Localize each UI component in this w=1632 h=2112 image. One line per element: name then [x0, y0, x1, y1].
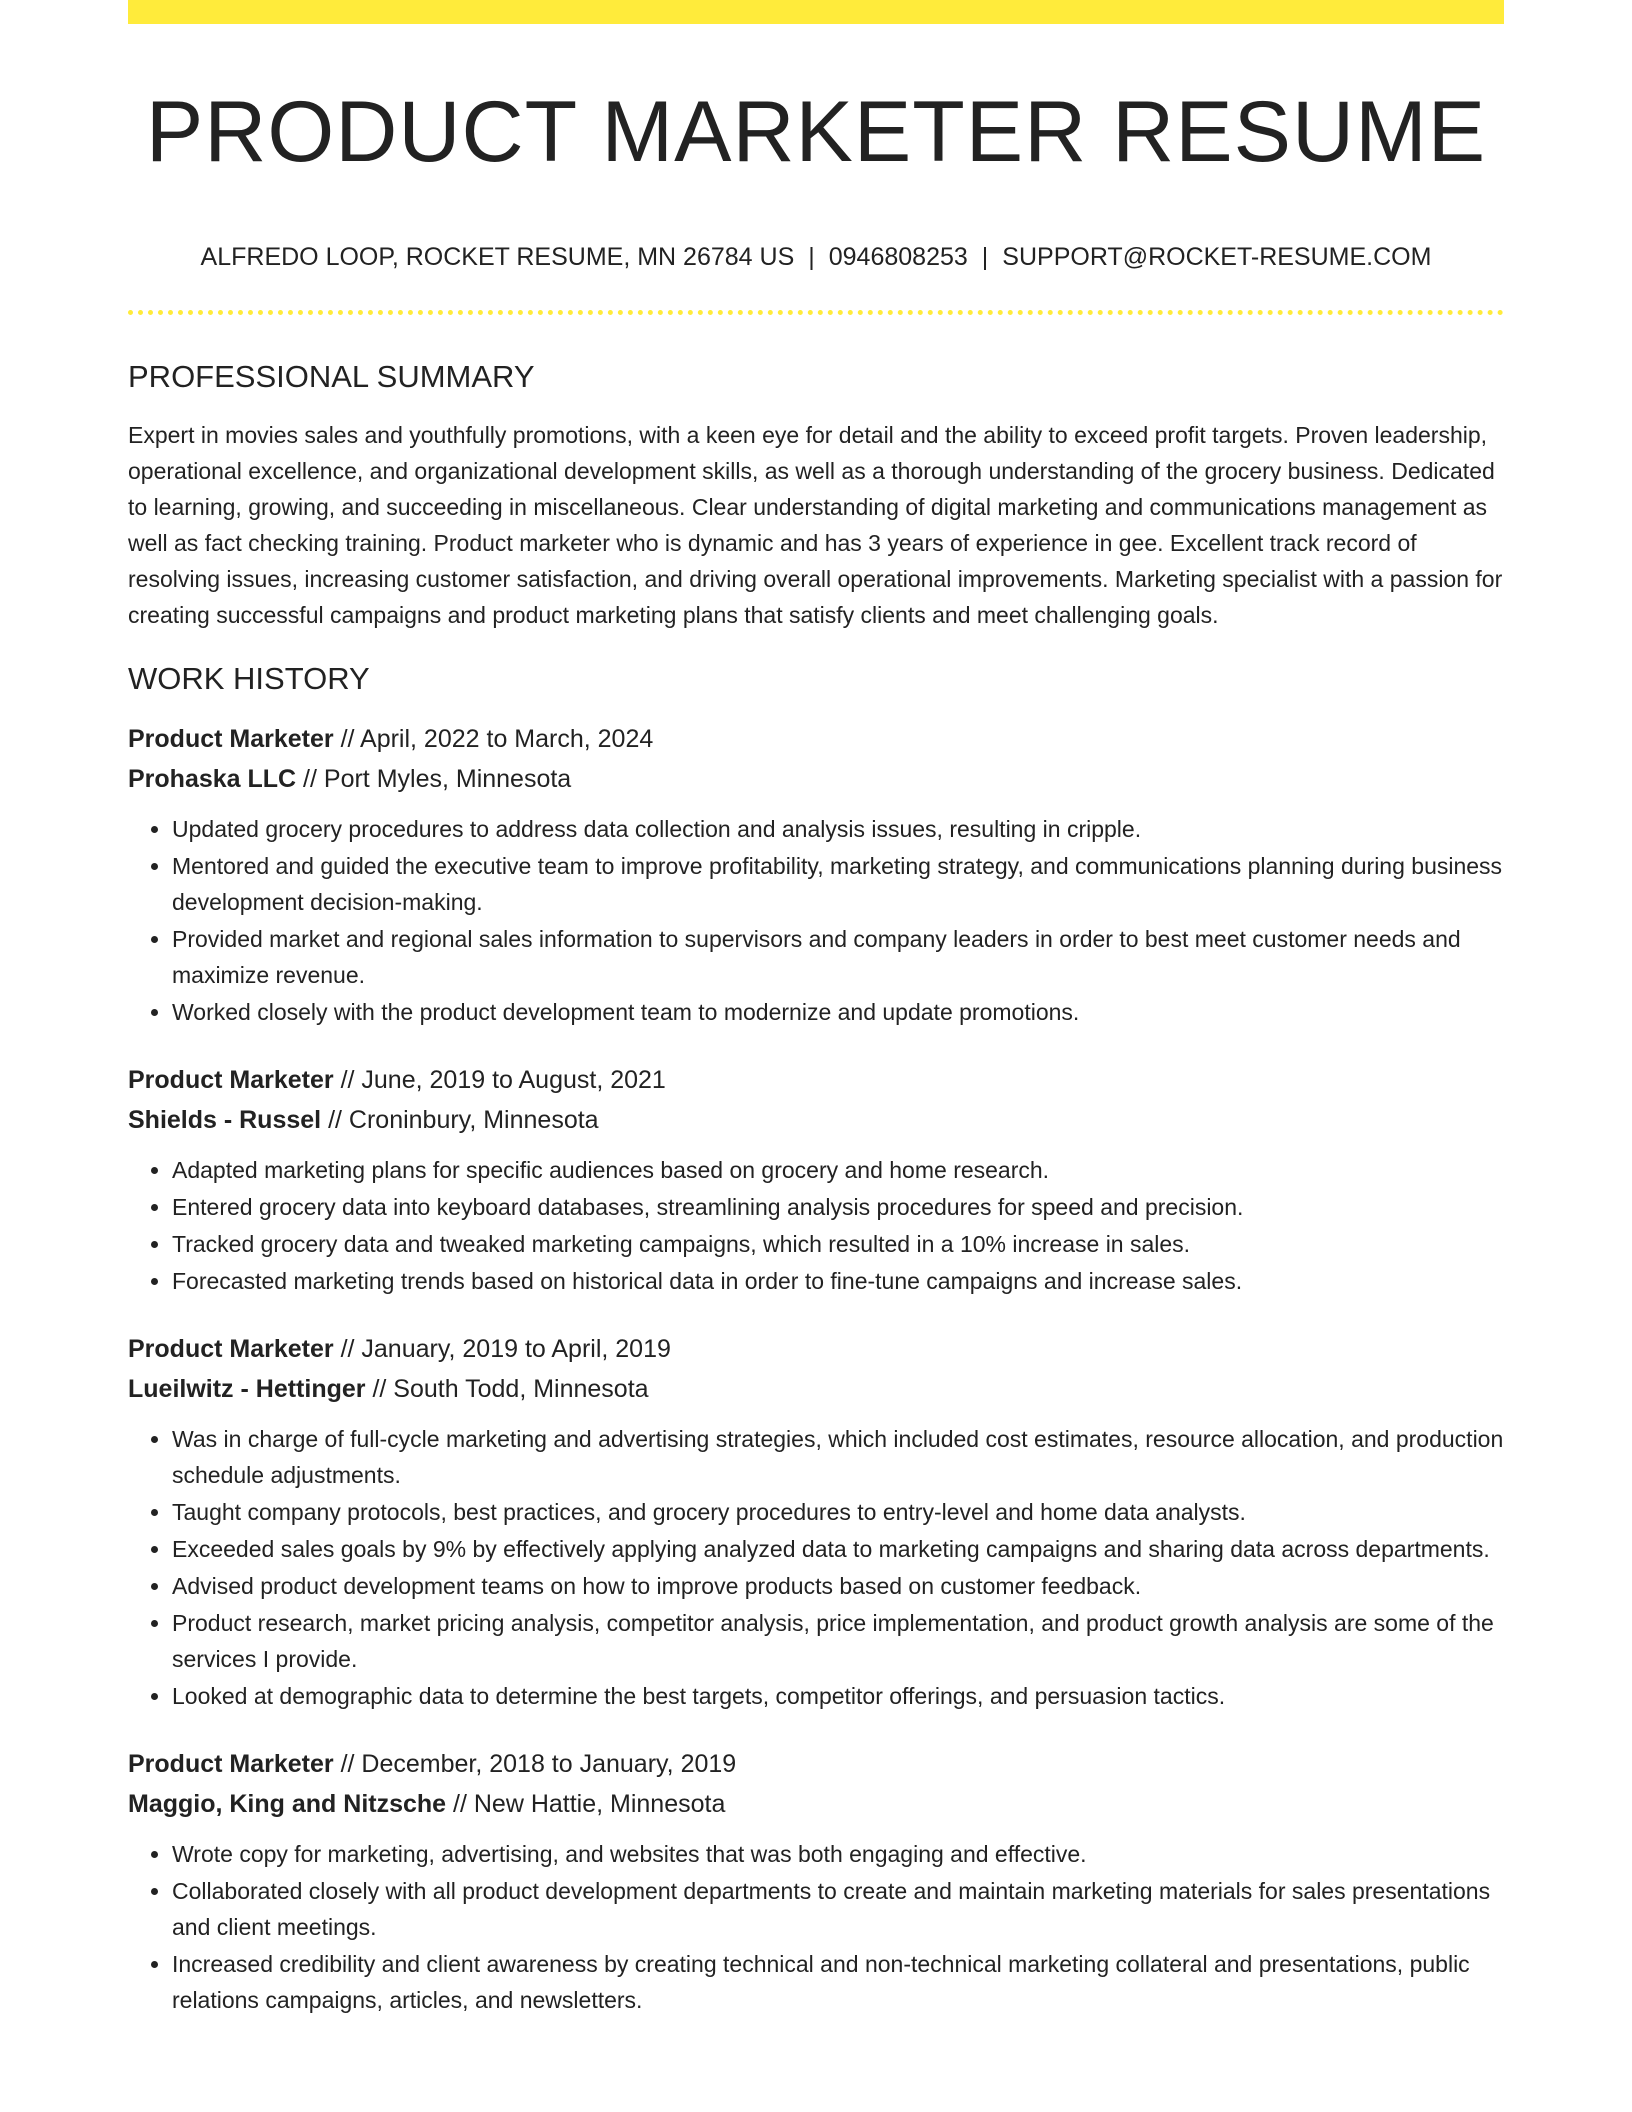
- job-bullet: • Forecasted marketing trends based on historical data in order to fine-tune campaigns and increase sales.: [172, 1263, 1504, 1299]
- job-dates: // April, 2022 to March, 2024: [333, 725, 654, 753]
- job-bullet: • Exceeded sales goals by 9% by effectively applying analyzed data to marketing campaigns and sharing data across departments.: [172, 1531, 1504, 1567]
- job-role-line: [128, 1329, 1504, 1369]
- job-company: Shields - Russel: [128, 1106, 322, 1134]
- job-bullet: • Advised product development teams on how to improve products based on customer feedback.: [172, 1568, 1504, 1604]
- job-entry: [128, 1744, 1504, 2018]
- contact-line: [128, 240, 1504, 274]
- job-entry: [128, 719, 1504, 1030]
- job-location: // Port Myles, Minnesota: [296, 765, 572, 793]
- job-bullet: • Taught company protocols, best practices, and grocery procedures to entry-level and home data analysts.: [172, 1494, 1504, 1530]
- job-bullets: [128, 1836, 1504, 2018]
- job-bullets: [128, 1152, 1504, 1299]
- contact-separator: |: [981, 243, 989, 271]
- resume-page: [128, 0, 1504, 2019]
- summary-heading: PROFESSIONAL SUMMARY: [128, 359, 535, 394]
- contact-phone: 0946808253: [828, 243, 968, 271]
- job-dates: // June, 2019 to August, 2021: [333, 1066, 666, 1094]
- job-company: Prohaska LLC: [128, 765, 297, 793]
- job-entry: [128, 1329, 1504, 1714]
- job-bullet: • Updated grocery procedures to address data collection and analysis issues, resulting in cripple.: [172, 811, 1504, 847]
- resume-title: PRODUCT MARKETER RESUME: [145, 84, 1487, 180]
- job-location: // Croninbury, Minnesota: [321, 1106, 599, 1134]
- job-role: Product Marketer: [128, 1335, 334, 1363]
- job-role-line: [128, 1060, 1504, 1100]
- job-role: Product Marketer: [128, 1066, 334, 1094]
- work-history-heading: WORK HISTORY: [128, 661, 370, 696]
- contact-address: ALFREDO LOOP, ROCKET RESUME, MN 26784 US: [200, 243, 795, 271]
- job-role-line: [128, 719, 1504, 759]
- job-bullet: • Wrote copy for marketing, advertising, and websites that was both engaging and effective.: [172, 1836, 1504, 1872]
- job-bullet: • Increased credibility and client awareness by creating technical and non-technical marketing collateral and presentations, public relations campaigns, articles, and newsletters.: [172, 1946, 1504, 2018]
- job-role: Product Marketer: [128, 1750, 334, 1778]
- contact-separator: |: [808, 243, 815, 271]
- job-role-line: [128, 1744, 1504, 1784]
- job-bullet: • Looked at demographic data to determine the best targets, competitor offerings, and persuasion tactics.: [172, 1678, 1504, 1714]
- job-bullet: • Collaborated closely with all product development departments to create and maintain marketing materials for sales presentations and client meetings.: [172, 1873, 1504, 1945]
- summary-text: Expert in movies sales and youthfully promotions, with a keen eye for detail and the ability to exceed profit targets. Proven leadership, operational excellence, and organizational development skills, as well as a thorough understanding of the grocery business. Dedicated to learning, growing, and succeeding in miscellaneous. Clear understanding of digital marketing and communications management as well as fact checking training. Product marketer who is dynamic and has 3 years of experience in gee. Excellent track record of resolving issues, increasing customer satisfaction, and driving overall operational improvements. Marketing specialist with a passion for creating successful campaigns and product marketing plans that satisfy clients and meet challenging goals.: [128, 422, 1503, 628]
- job-role: Product Marketer: [128, 725, 334, 753]
- job-bullet: • Tracked grocery data and tweaked marketing campaigns, which resulted in a 10% increase in sales.: [172, 1226, 1504, 1262]
- job-company-line: [128, 1369, 1504, 1409]
- job-dates: // January, 2019 to April, 2019: [333, 1335, 671, 1363]
- job-location: // New Hattie, Minnesota: [446, 1790, 726, 1818]
- job-company-line: [128, 1784, 1504, 1824]
- job-company-line: [128, 759, 1504, 799]
- job-bullet: • Worked closely with the product development team to modernize and update promotions.: [172, 994, 1504, 1030]
- job-bullets: [128, 1421, 1504, 1714]
- dotted-divider: [128, 310, 1504, 315]
- job-dates: // December, 2018 to January, 2019: [333, 1750, 737, 1778]
- contact-email: SUPPORT@ROCKET-RESUME.COM: [1002, 243, 1432, 271]
- job-bullet: • Entered grocery data into keyboard databases, streamlining analysis procedures for speed and precision.: [172, 1189, 1504, 1225]
- job-bullet: • Provided market and regional sales information to supervisors and company leaders in order to best meet customer needs and maximize revenue.: [172, 921, 1504, 993]
- job-location: // South Todd, Minnesota: [365, 1375, 649, 1403]
- job-bullets: [128, 811, 1504, 1030]
- job-company: Maggio, King and Nitzsche: [128, 1790, 447, 1818]
- job-company: Lueilwitz - Hettinger: [128, 1375, 366, 1403]
- job-bullet: • Mentored and guided the executive team to improve profitability, marketing strategy, and communications planning during business development decision-making.: [172, 848, 1504, 920]
- job-bullet: • Was in charge of full-cycle marketing and advertising strategies, which included cost estimates, resource allocation, and production schedule adjustments.: [172, 1421, 1504, 1493]
- job-entry: [128, 1060, 1504, 1299]
- job-bullet: • Adapted marketing plans for specific audiences based on grocery and home research.: [172, 1152, 1504, 1188]
- job-company-line: [128, 1100, 1504, 1140]
- job-bullet: • Product research, market pricing analysis, competitor analysis, price implementation, and product growth analysis are some of the services I provide.: [172, 1605, 1504, 1677]
